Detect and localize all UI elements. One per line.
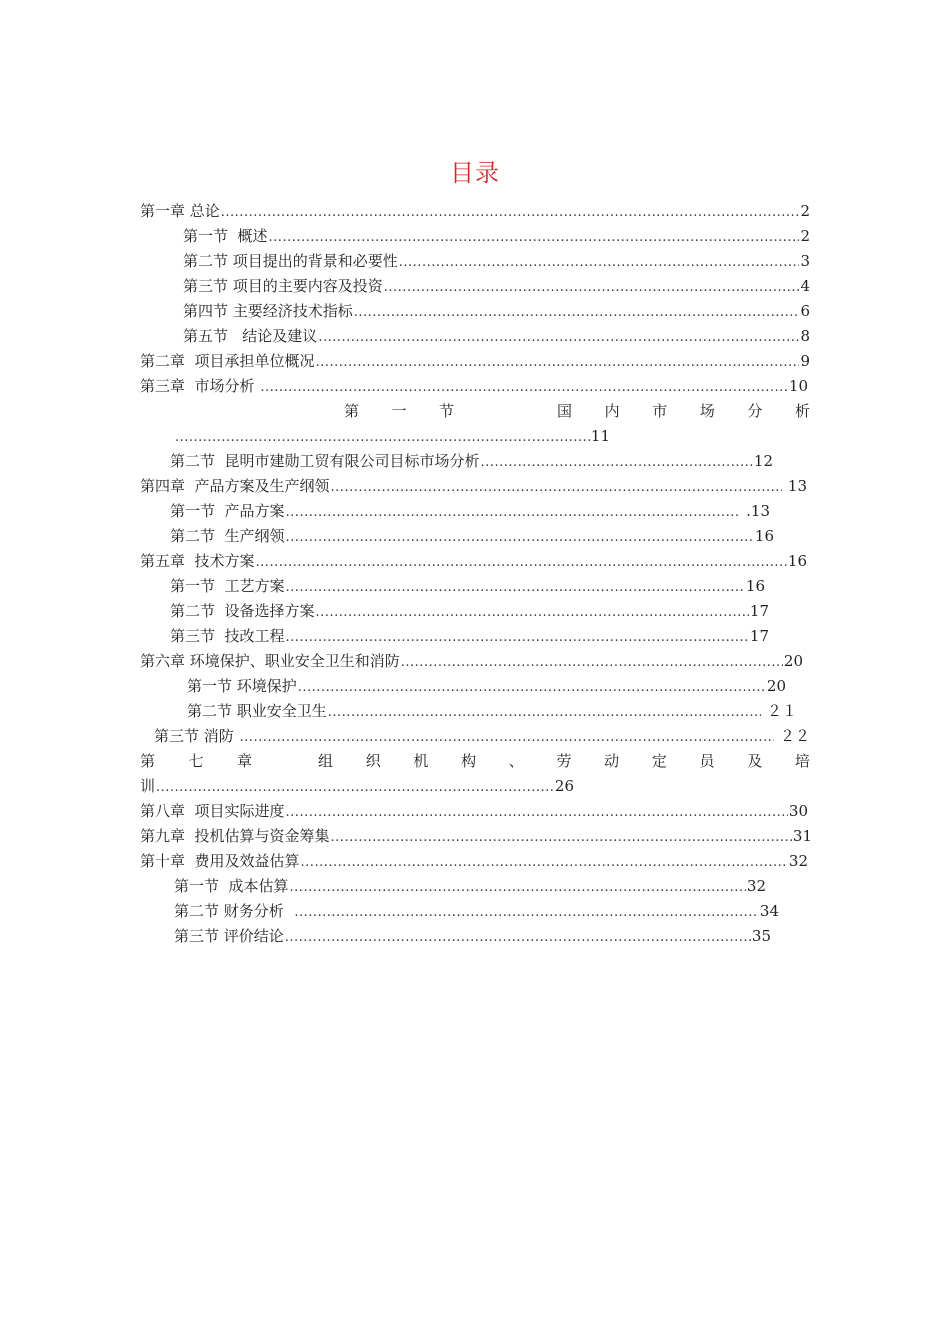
toc-leader-dots [286,500,741,524]
toc-leader-dots [331,825,792,849]
toc-entry-chapter-9[interactable] [140,824,812,849]
toc-label-char: 定 [651,752,667,770]
toc-entry-10-1[interactable] [174,874,766,899]
toc-leader-dots [401,650,783,674]
toc-entry-chapter-1[interactable] [140,199,810,224]
toc-page-number: 30 [788,802,808,820]
toc-label: 第二节 职业安全卫生 [187,702,327,720]
toc-label: 第一节 工艺方案 [170,577,285,595]
toc-leader-dots [286,800,788,824]
toc-label: 第二节 设备选择方案 [170,602,315,620]
toc-label: 第八章 项目实际进度 [140,802,285,820]
toc-page-number: 32 [788,852,808,870]
toc-page-number: 13 [783,477,807,495]
toc-leader-dots [316,600,749,624]
toc-entry-5-3[interactable] [170,624,769,649]
toc-entry-6-2[interactable] [187,699,797,724]
toc-page-number: 2 [800,227,810,245]
toc-entry-chapter-6[interactable] [140,649,803,674]
toc-page-number: 9 [800,352,810,370]
toc-label: 第三节 项目的主要内容及投资 [183,277,383,295]
toc-leader-dots [384,275,800,299]
toc-leader-dots [260,375,788,399]
toc-label-char: 第 [344,402,360,420]
toc-entry-5-2[interactable] [170,599,769,624]
toc-label-char: 组 [318,752,334,770]
toc-entry-3-1-continuation[interactable] [174,424,610,449]
toc-label-char: 节 [438,402,454,420]
toc-label: 第四章 产品方案及生产纲领 [140,477,330,495]
toc-entry-4-1[interactable] [170,499,770,524]
toc-leader-dots [290,875,746,899]
toc-entry-chapter-3[interactable] [140,374,808,399]
toc-label-char: 及 [747,752,763,770]
toc-entry-1-5[interactable] [183,324,810,349]
toc-page-number: 16 [754,527,774,545]
toc-label-char: 七 [188,752,204,770]
toc-page-number: 6 [800,302,810,320]
toc-label-char: 章 [236,752,252,770]
toc-entry-3-2[interactable] [170,449,773,474]
toc-page-number: 26 [554,777,574,795]
toc-leader-dots [294,900,759,924]
toc-page-number: 8 [800,327,810,345]
toc-entry-6-3[interactable] [154,724,810,749]
toc-label-char: 场 [699,402,715,420]
toc-page-number: ２２ [775,727,810,745]
toc-leader-dots [399,250,800,274]
toc-entry-6-1[interactable] [187,674,786,699]
toc-page-number: 20 [766,677,786,695]
toc-label: 第六章 环境保护、职业安全卫生和消防 [140,652,400,670]
toc-leader-dots [328,700,761,724]
toc-entry-chapter-8[interactable] [140,799,808,824]
toc-leader-dots [318,325,799,349]
toc-label-char: 织 [365,752,381,770]
toc-leader-dots [175,425,590,449]
toc-leader-dots [240,725,775,749]
toc-entry-chapter-5[interactable] [140,549,807,574]
toc-page-number: 31 [792,827,812,845]
toc-entry-10-2[interactable] [174,899,779,924]
toc-label: 第五节 结论及建议 [183,327,318,345]
toc-label-char: 培 [794,752,810,770]
toc-page-number: 10 [788,377,808,395]
toc-entry-chapter-10[interactable] [140,849,808,874]
toc-page-number: 11 [590,427,610,445]
toc-entry-1-4[interactable] [183,299,810,324]
toc-entry-chapter-4[interactable] [140,474,807,499]
toc-label-char: 第 [140,752,156,770]
toc-label: 第一节 产品方案 [170,502,285,520]
toc-entry-5-1[interactable] [170,574,765,599]
toc-page-number: 35 [751,927,771,945]
toc-leader-dots [156,775,554,799]
toc-entry-3-1-justified-right[interactable] [557,399,810,424]
toc-label-char: 市 [652,402,668,420]
toc-label: 第二节 项目提出的背景和必要性 [183,252,398,270]
toc-entry-4-2[interactable] [170,524,774,549]
toc-label: 第三节 评价结论 [174,927,284,945]
toc-label-char: 动 [604,752,620,770]
toc-label: 第一节 概述 [183,227,268,245]
toc-label: 第一节 环境保护 [187,677,297,695]
toc-page-number: 16 [787,552,807,570]
toc-leader-dots [354,300,800,324]
toc-page-number: 34 [759,902,779,920]
toc-title: 目录 [450,159,500,187]
toc-label: 第十章 费用及效益估算 [140,852,300,870]
toc-leader-dots [221,200,800,224]
toc-page-number: .13 [741,502,770,520]
toc-label: 第五章 技术方案 [140,552,255,570]
toc-page-number: 16 [745,577,765,595]
toc-leader-dots [316,350,800,374]
toc-entry-3-1-justified-left[interactable] [344,399,454,424]
toc-leader-dots [269,225,800,249]
toc-entry-chapter-7-justified-left[interactable] [140,749,252,774]
toc-label-char: 国 [557,402,573,420]
toc-entry-chapter-7-justified-right[interactable] [318,749,810,774]
toc-label: 第三节 消防 [154,727,239,745]
toc-label-char: 、 [508,752,524,770]
toc-leader-dots [298,675,766,699]
toc-page-number: 3 [800,252,810,270]
toc-leader-dots [286,525,754,549]
toc-entry-1-2[interactable] [183,249,810,274]
toc-label-char: 一 [391,402,407,420]
toc-label: 第一节 成本估算 [174,877,289,895]
toc-label: 第二节 财务分析 [174,902,294,920]
toc-page-number: 4 [800,277,810,295]
toc-label: 第二节 生产纲领 [170,527,285,545]
toc-leader-dots [286,625,749,649]
toc-label: 第四节 主要经济技术指标 [183,302,353,320]
toc-label-char: 分 [747,402,763,420]
toc-label: 第二章 项目承担单位概况 [140,352,315,370]
toc-label: 第三章 市场分析 [140,377,260,395]
toc-label: 第二节 昆明市建勋工贸有限公司目标市场分析 [170,452,480,470]
toc-entry-chapter-7-continuation[interactable] [140,774,574,799]
toc-page-number: 17 [749,602,769,620]
toc-leader-dots [285,925,751,949]
toc-page-number: 32 [746,877,766,895]
toc-label-char: 内 [604,402,620,420]
toc-entry-10-3[interactable] [174,924,771,949]
toc-label: 第三节 技改工程 [170,627,285,645]
toc-entry-1-3[interactable] [183,274,810,299]
toc-leader-dots [481,450,753,474]
toc-entry-1-1[interactable] [183,224,810,249]
toc-page-number: 17 [749,627,769,645]
toc-label-char: 劳 [556,752,572,770]
toc-entry-chapter-2[interactable] [140,349,810,374]
toc-leader-dots [256,550,787,574]
toc-page-number: 2 [800,202,810,220]
toc-label-char: 析 [794,402,810,420]
toc-leader-dots [331,475,783,499]
toc-leader-dots [286,575,745,599]
toc-label: 训 [140,777,156,795]
toc-page-number: ２１ [762,702,797,720]
toc-label-char: 机 [413,752,429,770]
toc-label-char: 构 [461,752,477,770]
toc-page-number: 12 [753,452,773,470]
toc-label: 第一章 总论 [140,202,220,220]
toc-label-char: 员 [699,752,715,770]
toc-page-number: 20 [783,652,803,670]
toc-leader-dots [301,850,788,874]
toc-label: 第九章 投机估算与资金筹集 [140,827,330,845]
